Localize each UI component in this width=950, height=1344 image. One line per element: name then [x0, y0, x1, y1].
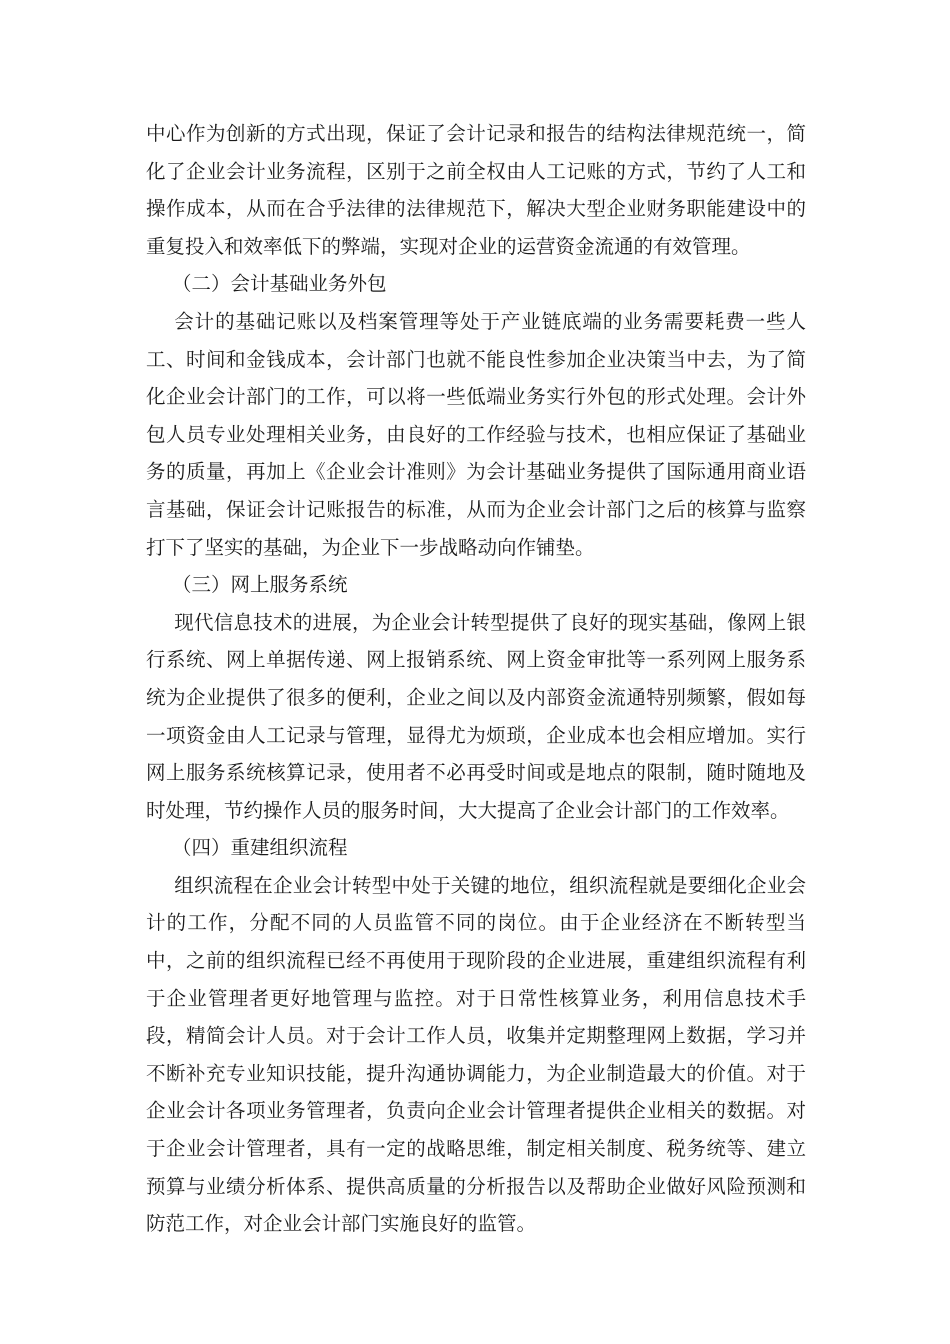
section-heading: （四）重建组织流程 [172, 836, 348, 860]
document-page [146, 115, 806, 1243]
body-paragraph: 会计的基础记账以及档案管理等处于产业链底端的业务需要耗费一些人工、时间和金钱成本，会计部门也就不能良性参加企业决策当中去，为了简化企业会计部门的工作，可以将一些低端业务实行外包的形式处理。会计外包人员专业处理相关业务，由良好的工作经验与技术，也相应保证了基础业务的质量，再加上《企业会计准则》为会计基础业务提供了国际通用商业语言基础，保证会计记账报告的标准，从而为企业会计部门之后的核算与监察打下了坚实的基础，为企业下一步战略动向作铺垫。 [146, 309, 806, 559]
section-heading: （三）网上服务系统 [172, 573, 348, 597]
section-heading: （二）会计基础业务外包 [172, 272, 387, 296]
body-paragraph: 组织流程在企业会计转型中处于关键的地位，组织流程就是要细化企业会计的工作，分配不同的人员监管不同的岗位。由于企业经济在不断转型当中，之前的组织流程已经不再使用于现阶段的企业进展，重建组织流程有利于企业管理者更好地管理与监控。对于日常性核算业务，利用信息技术手段，精简会计人员。对于会计工作人员，收集并定期整理网上数据，学习并不断补充专业知识技能，提升沟通协调能力，为企业制造最大的价值。对于企业会计各项业务管理者，负责向企业会计管理者提供企业相关的数据。对于企业会计管理者，具有一定的战略思维，制定相关制度、税务统等、建立预算与业绩分析体系、提供高质量的分析报告以及帮助企业做好风险预测和防范工作，对企业会计部门实施良好的监管。 [146, 873, 806, 1236]
body-paragraph: 现代信息技术的进展，为企业会计转型提供了良好的现实基础，像网上银行系统、网上单据传递、网上报销系统、网上资金审批等一系列网上服务系统为企业提供了很多的便利，企业之间以及内部资金流通特别频繁，假如每一项资金由人工记录与管理，显得尤为烦琐，企业成本也会相应增加。实行网上服务系统核算记录，使用者不必再受时间或是地点的限制，随时随地及时处理，节约操作人员的服务时间，大大提高了企业会计部门的工作效率。 [146, 610, 806, 822]
body-paragraph: 中心作为创新的方式出现，保证了会计记录和报告的结构法律规范统一，简化了企业会计业务流程，区别于之前全权由人工记账的方式，节约了人工和操作成本，从而在合乎法律的法律规范下，解决大型企业财务职能建设中的重复投入和效率低下的弊端，实现对企业的运营资金流通的有效管理。 [146, 122, 806, 258]
